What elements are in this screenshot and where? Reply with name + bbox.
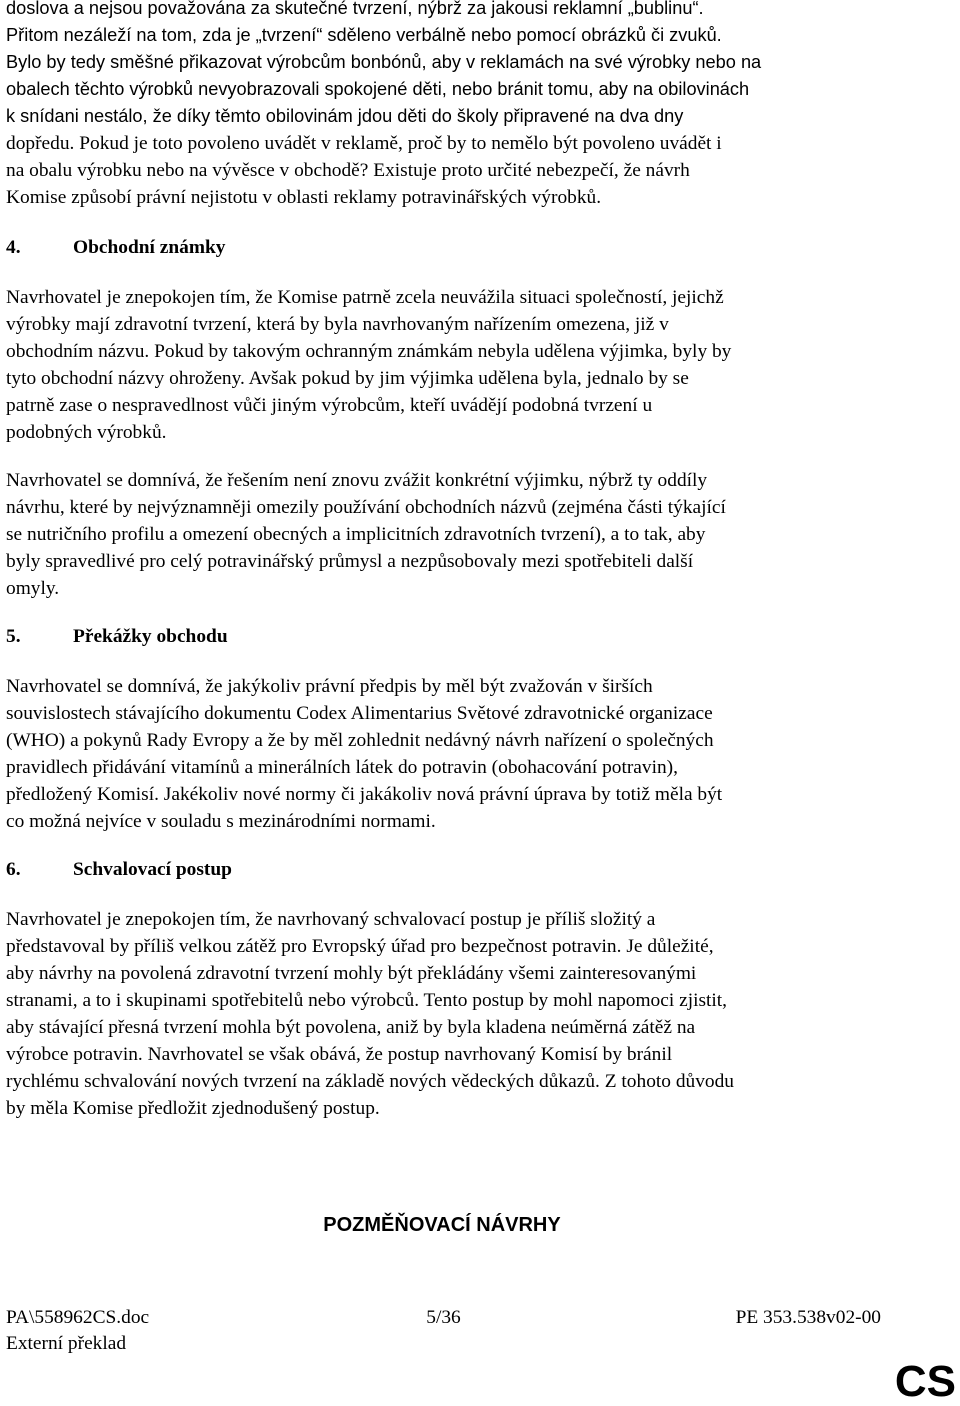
text-line: Navrhovatel je znepokojen tím, že Komise patrně zcela neuvážila situaci společností, jejichž: [6, 287, 724, 308]
text-line: aby stávající přesná tvrzení mohla být povolena, aniž by byla kladena neúměrná zátěž na: [6, 1017, 696, 1038]
text-line: patrně zase o nespravedlnost vůči jiným výrobcům, kteří uvádějí podobná tvrzení u: [6, 395, 653, 416]
text-line: aby návrhy na povolená zdravotní tvrzení mohly být překládány všemi zainteresovanými: [6, 963, 697, 984]
text-line: by měla Komise předložit zjednodušený postup.: [6, 1098, 380, 1119]
text-line: doslova a nejsou považována za skutečné tvrzení, nýbrž za jakousi reklamní „bublinu“.: [6, 0, 704, 18]
section-number: 6.: [6, 859, 21, 880]
text-line: Komise způsobí právní nejistotu v oblasti reklamy potravinářských výrobků.: [6, 187, 602, 208]
text-line: Navrhovatel se domnívá, že řešením není znovu zvážit konkrétní výjimku, nýbrž ty oddíly: [6, 470, 708, 491]
text-line: návrhu, které by nejvýznamněji omezily používání obchodních názvů (zejména části týkající: [6, 497, 726, 518]
pe-reference: PE 353.538v02-00: [735, 1307, 881, 1328]
page-number: 5/36: [426, 1307, 461, 1328]
text-line: (WHO) a pokynů Rady Evropy a že by měl zohlednit nedávný návrh nařízení o společných: [6, 730, 714, 751]
text-line: obalech těchto výrobků nevyobrazovali spokojené děti, nebo bránit tomu, aby na obilovinách: [6, 79, 750, 99]
text-line: Navrhovatel je znepokojen tím, že navrhovaný schvalovací postup je příliš složitý a: [6, 909, 656, 930]
text-line: na obalu výrobku nebo na vývěsce v obchodě? Existuje proto určité nebezpečí, že návrh: [6, 160, 690, 181]
text-line: podobných výrobků.: [6, 422, 167, 443]
text-line: výrobce potravin. Navrhovatel se však obává, že postup navrhovaný Komisí by bránil: [6, 1044, 673, 1065]
section-heading: [6, 234, 225, 261]
section-heading: [6, 623, 228, 650]
page-footer: [6, 1305, 881, 1357]
translation-note: Externí překlad: [6, 1333, 127, 1354]
text-line: dopředu. Pokud je toto povoleno uvádět v reklamě, proč by to nemělo být povoleno uvádět i: [6, 133, 722, 154]
body-paragraph: [6, 673, 722, 835]
section-heading: [6, 856, 232, 883]
text-line: k snídani nestálo, že díky těmto obilovinám jdou děti do školy připravené na dva dny: [6, 106, 684, 126]
section-title: Schvalovací postup: [73, 859, 232, 880]
body-paragraph: [6, 284, 731, 446]
document-reference: PA\558962CS.doc: [6, 1307, 150, 1328]
body-paragraph: [6, 467, 726, 602]
text-line: předložený Komisí. Jakékoliv nové normy či jakákoliv nová právní úprava by totiž měla být: [6, 784, 723, 805]
text-line: se nutričního profilu a omezení obecných a implicitních zdravotních tvrzení), a to tak, aby: [6, 524, 706, 545]
text-line: Navrhovatel se domnívá, že jakýkoliv právní předpis by měl být zvažován v širších: [6, 676, 653, 697]
section-number: 5.: [6, 626, 21, 647]
amendments-heading: POZMĚŇOVACÍ NÁVRHY: [323, 1214, 561, 1236]
text-line: tyto obchodní názvy ohroženy. Avšak pokud by jim výjimka udělena byla, jednalo by se: [6, 368, 689, 389]
body-paragraph: [6, 906, 734, 1122]
text-line: výrobky mají zdravotní tvrzení, která by byla navrhovaným nařízením omezena, již v: [6, 314, 669, 335]
text-line: omyly.: [6, 578, 60, 599]
text-line: rychlému schvalování nových tvrzení na základě nových vědeckých důkazů. Z tohoto důvodu: [6, 1071, 734, 1092]
text-line: stranami, a to i skupinami spotřebitelů nebo výrobců. Tento postup by mohl napomoci zjistit,: [6, 990, 728, 1011]
text-line: byly spravedlivé pro celý potravinářský průmysl a nezpůsobovaly mezi spotřebiteli další: [6, 551, 694, 572]
section-title: Obchodní známky: [73, 237, 226, 258]
text-line: Přitom nezáleží na tom, zda je „tvrzení“ sděleno verbálně nebo pomocí obrázků či zvuků.: [6, 25, 722, 45]
section-title: Překážky obchodu: [73, 626, 228, 647]
text-line: co možná nejvíce v souladu s mezinárodními normami.: [6, 811, 436, 832]
language-code: CS: [894, 1357, 956, 1406]
text-line: Bylo by tedy směšné přikazovat výrobcům bonbónů, aby v reklamách na své výrobky nebo na: [6, 52, 762, 72]
text-line: představoval by příliš velkou zátěž pro Evropský úřad pro bezpečnost potravin. Je důležité,: [6, 936, 714, 957]
text-line: souvislostech stávajícího dokumentu Codex Alimentarius Světové zdravotnické organizace: [6, 703, 713, 724]
section-number: 4.: [6, 237, 21, 258]
text-line: obchodním názvu. Pokud by takovým ochranným známkám nebyla udělena výjimka, byly by: [6, 341, 732, 362]
intro-paragraph: [6, 0, 761, 211]
text-line: pravidlech přidávání vitamínů a minerálních látek do potravin (obohacování potravin),: [6, 757, 678, 778]
